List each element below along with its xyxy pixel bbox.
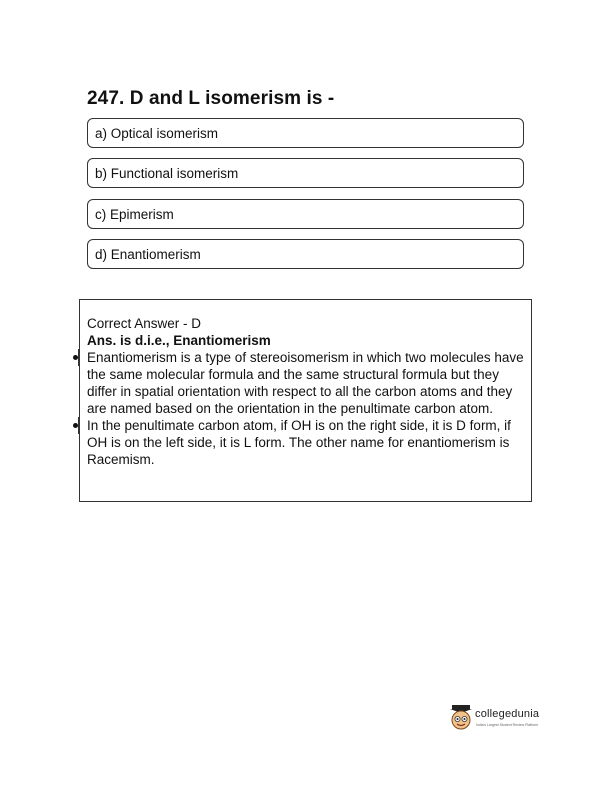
- answer-explanation: [87, 315, 527, 468]
- brand-tagline: India's Largest Student Review Platform: [476, 723, 539, 727]
- answer-point: [87, 417, 527, 468]
- question-title: 247. D and L isomerism is -: [87, 88, 335, 109]
- answer-point: [87, 349, 527, 417]
- correct-answer: Correct Answer - D: [87, 316, 202, 331]
- mascot-icon: [450, 705, 472, 731]
- bullet-bar: [78, 417, 79, 434]
- brand-name: collegedunia: [475, 708, 540, 720]
- bullet-bar: [78, 349, 79, 366]
- option-a[interactable]: a) Optical isomerism: [87, 118, 524, 148]
- answer-point-text: In the penultimate carbon atom, if OH is on the right side, it is D form, if OH is on the left side, it is L form. The other name for enantiomerism is Racemism.: [87, 418, 511, 467]
- option-b[interactable]: b) Functional isomerism: [87, 158, 524, 188]
- collegedunia-logo: [450, 703, 545, 735]
- option-d[interactable]: d) Enantiomerism: [87, 239, 524, 269]
- option-c[interactable]: c) Epimerism: [87, 199, 524, 229]
- answer-point-text: Enantiomerism is a type of stereoisomerism in which two molecules have the same molecular formula and the same structural formula but they differ in spatial orientation with respect to all the carbon atoms and they are named based on the orientation in the penultimate carbon atom.: [87, 350, 524, 416]
- answer-heading: Ans. is d.i.e., Enantiomerism: [87, 333, 271, 348]
